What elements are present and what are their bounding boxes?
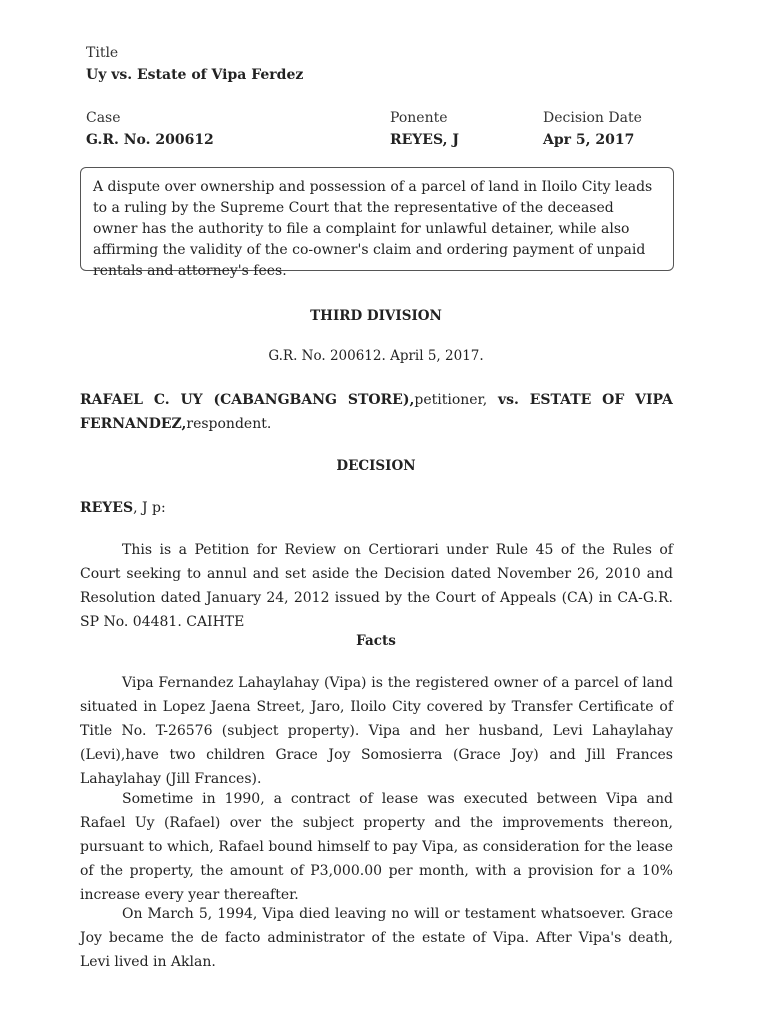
ponente-name: REYES (80, 500, 134, 516)
party-word: (CABANGBANG (213, 392, 337, 408)
party-word: RAFAEL (80, 392, 143, 408)
decision-date-label: Decision Date (543, 110, 642, 126)
facts-heading: Facts (356, 633, 396, 649)
case-label: Case (86, 110, 121, 126)
party-word: UY (180, 392, 203, 408)
facts-paragraph-2: Sometime in 1990, a contract of lease was executed between Vipa and Rafael Uy (Rafael) over the subject property and the improvements thereon, pursuant to which, Rafael bound himself to pay Vipa, as consideration for the lease of the property, the amount of P3,000.00 per month, with a provision for a 10% increase every year thereafter. (80, 791, 673, 903)
party-word: ESTATE (529, 392, 592, 408)
parties-line-2 (80, 412, 673, 436)
ponente-suffix: , J p: (133, 500, 166, 516)
party-word: VIPA (635, 392, 673, 408)
decision-date-value: Apr 5, 2017 (543, 132, 635, 148)
intro-paragraph: This is a Petition for Review on Certiorari under Rule 45 of the Rules of Court seeking to annul and set aside the Decision dated November 26, 2010 and Resolution dated January 24, 2012 issued by the Court of Appeals (CA) in CA-G.R. SP No. 04481. CAIHTE (80, 542, 673, 630)
petitioner-group (348, 388, 487, 412)
division-heading: THIRD DIVISION (310, 308, 442, 324)
parties-block (80, 388, 673, 436)
facts-paragraph-1: Vipa Fernandez Lahaylahay (Vipa) is the registered owner of a parcel of land situated in Lopez Jaena Street, Jaro, Iloilo City covered by Transfer Certificate of Title No. T-26576 (subject property). Vipa and her husband, Levi Lahaylahay (Levi),have two children Grace Joy Somosierra (Grace Joy) and Jill Frances Lahaylahay (Jill Frances). (80, 675, 673, 787)
respondent-name: FERNANDEZ, (80, 416, 187, 432)
case-value: G.R. No. 200612 (86, 132, 214, 148)
ponente-label: Ponente (390, 110, 448, 126)
party-word: STORE), (347, 392, 415, 408)
decision-heading: DECISION (336, 458, 416, 474)
party-word: C. (153, 392, 170, 408)
ponente-value: REYES, J (390, 132, 459, 148)
respondent-role: respondent. (186, 416, 272, 432)
ponente-line (80, 498, 166, 518)
petitioner-role: petitioner, (414, 392, 488, 408)
versus-word: vs. (497, 392, 519, 408)
case-summary-box: A dispute over ownership and possession of a parcel of land in Iloilo City leads to a ruling by the Supreme Court that the representative of the deceased owner has the authority to file a complaint for unlawful detainer, while also affirming the validity of the co-owner's claim and ordering payment of unpaid rentals and attorney's fees. (80, 167, 674, 271)
facts-paragraph-3: On March 5, 1994, Vipa died leaving no will or testament whatsoever. Grace Joy became the de facto administrator of the estate of Vipa. After Vipa's death, Levi lived in Aklan. (80, 906, 673, 970)
case-number-line: G.R. No. 200612. April 5, 2017. (268, 348, 484, 364)
title-label: Title (86, 45, 119, 61)
parties-line-1 (80, 388, 673, 412)
party-word: OF (602, 392, 625, 408)
title-value: Uy vs. Estate of Vipa Ferdez (86, 67, 304, 83)
